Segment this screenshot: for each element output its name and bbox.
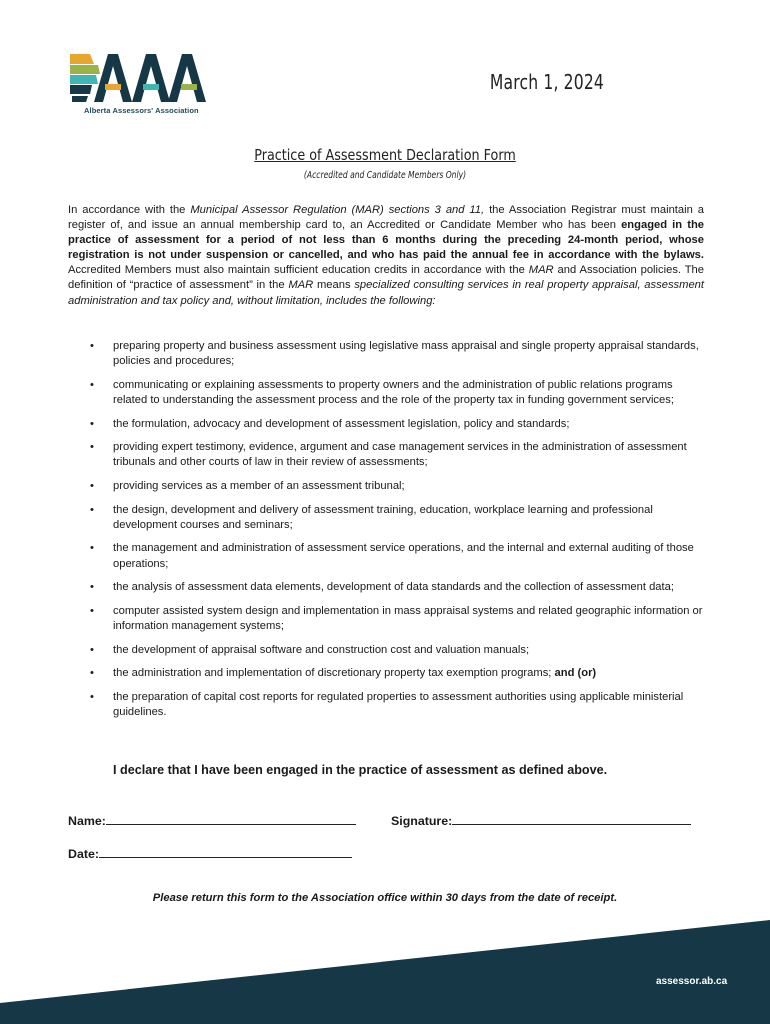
intro-text: Accredited Members must also maintain sufficient education credits in accordance with the	[68, 264, 529, 277]
bullet-icon: •	[90, 417, 94, 430]
bullet-icon: •	[90, 643, 94, 656]
logo-landscape-icon	[70, 54, 100, 102]
list-item	[68, 666, 703, 681]
intro-text: means	[313, 279, 355, 292]
list-item-text: the preparation of capital cost reports for regulated properties to assessment authorities using applicable ministerial guidelines.	[113, 690, 684, 718]
bullet-icon: •	[90, 667, 94, 680]
and-or-label: and (or)	[551, 667, 597, 680]
list-item-text: the development of appraisal software and construction cost and valuation manuals;	[113, 643, 530, 656]
intro-mar-ref: MAR	[528, 264, 554, 277]
intro-text: In accordance with the	[68, 204, 191, 216]
list-item-text: providing services as a member of an assessment tribunal;	[113, 479, 405, 492]
bullet-icon: •	[90, 340, 94, 352]
list-item	[68, 339, 703, 369]
list-item	[68, 378, 703, 408]
intro-regulation-ref: Municipal Assessor Regulation (MAR) sections 3 and 11,	[190, 204, 485, 216]
list-item-text: providing expert testimony, evidence, argument and case management services in the administration of assessment tribunals and other courts of law in their review of assessments;	[113, 441, 687, 469]
bullet-icon: •	[90, 542, 94, 555]
footer-shape	[0, 920, 770, 1024]
name-field[interactable]	[68, 812, 356, 828]
signature-label: Signature:	[391, 814, 453, 828]
name-line[interactable]	[106, 812, 356, 825]
website-link[interactable]: assessor.ab.ca	[656, 976, 728, 987]
declaration-statement: I declare that I have been engaged in the practice of assessment as defined above.	[113, 763, 608, 777]
date-line[interactable]	[99, 845, 352, 858]
list-item	[68, 479, 703, 494]
intro-mar-ref: MAR	[288, 279, 314, 292]
list-item-text: the administration and implementation of discretionary property tax exemption programs;	[113, 667, 552, 680]
return-note: Please return this form to the Association office within 30 days from the date of receipt.	[152, 892, 618, 904]
bullet-icon: •	[90, 479, 94, 492]
intro-text: and Association policies. The definition of “practice of assessment” in the	[68, 264, 704, 292]
list-item-text: communicating or explaining assessments to property owners and the administration of public relations programs related to understanding the assessment process and the role of the property tax in funding government services;	[113, 378, 674, 406]
form-subtitle: (Accredited and Candidate Members Only)	[303, 170, 467, 181]
list-item	[68, 643, 703, 658]
list-item-text: the analysis of assessment data elements, development of data standards and the collection of assessment data;	[113, 581, 674, 594]
bullet-icon: •	[90, 604, 94, 617]
list-item	[68, 503, 703, 533]
name-label: Name:	[68, 814, 106, 828]
logo-caption: Alberta Assessors' Association	[84, 106, 199, 115]
list-item	[68, 580, 703, 595]
bullet-icon: •	[90, 441, 94, 454]
date-field[interactable]	[68, 845, 352, 861]
list-item-text: the management and administration of assessment service operations, and the internal and external auditing of those operations;	[113, 542, 694, 570]
bullet-icon: •	[90, 690, 94, 703]
list-item-text: preparing property and business assessment using legislative mass appraisal and single property appraisal standards, policies and procedures;	[113, 340, 699, 368]
bullet-icon: •	[90, 581, 94, 594]
bullet-icon: •	[90, 503, 94, 516]
list-item-text: the formulation, advocacy and development of assessment legislation, policy and standards;	[113, 417, 570, 430]
list-item	[68, 417, 703, 432]
signature-line[interactable]	[452, 812, 691, 825]
list-item-text: the design, development and delivery of assessment training, education, workplace learning and professional development courses and seminars;	[113, 503, 653, 531]
form-title: Practice of Assessment Declaration Form	[254, 146, 516, 164]
intro-requirement-bold: engaged in the practice of assessment for a period of not less than 6 months during the preceding 24-month period, whose registration is not under suspension or cancelled, and who has paid the annual fee in accordance with the bylaws.	[68, 219, 704, 262]
practice-list	[68, 339, 704, 729]
list-item	[68, 541, 703, 571]
list-item	[68, 440, 703, 470]
document-date: March 1, 2024	[489, 70, 604, 94]
intro-definition: specialized consulting services in real property appraisal, assessment administration and tax policy and, without limitation, includes the following:	[68, 279, 705, 307]
signature-field[interactable]	[391, 812, 691, 828]
intro-paragraph	[68, 203, 704, 309]
list-item	[68, 604, 703, 634]
intro-text: the Association Registrar must maintain a register of, and issue an annual membership card to, an Accredited or Candidate Member who has been	[68, 204, 704, 232]
list-item-text: computer assisted system design and implementation in mass appraisal systems and related geographic information or information management systems;	[113, 604, 703, 632]
list-item	[68, 690, 703, 720]
date-label: Date:	[68, 847, 99, 861]
bullet-icon: •	[90, 378, 94, 391]
footer-band	[0, 915, 770, 1024]
